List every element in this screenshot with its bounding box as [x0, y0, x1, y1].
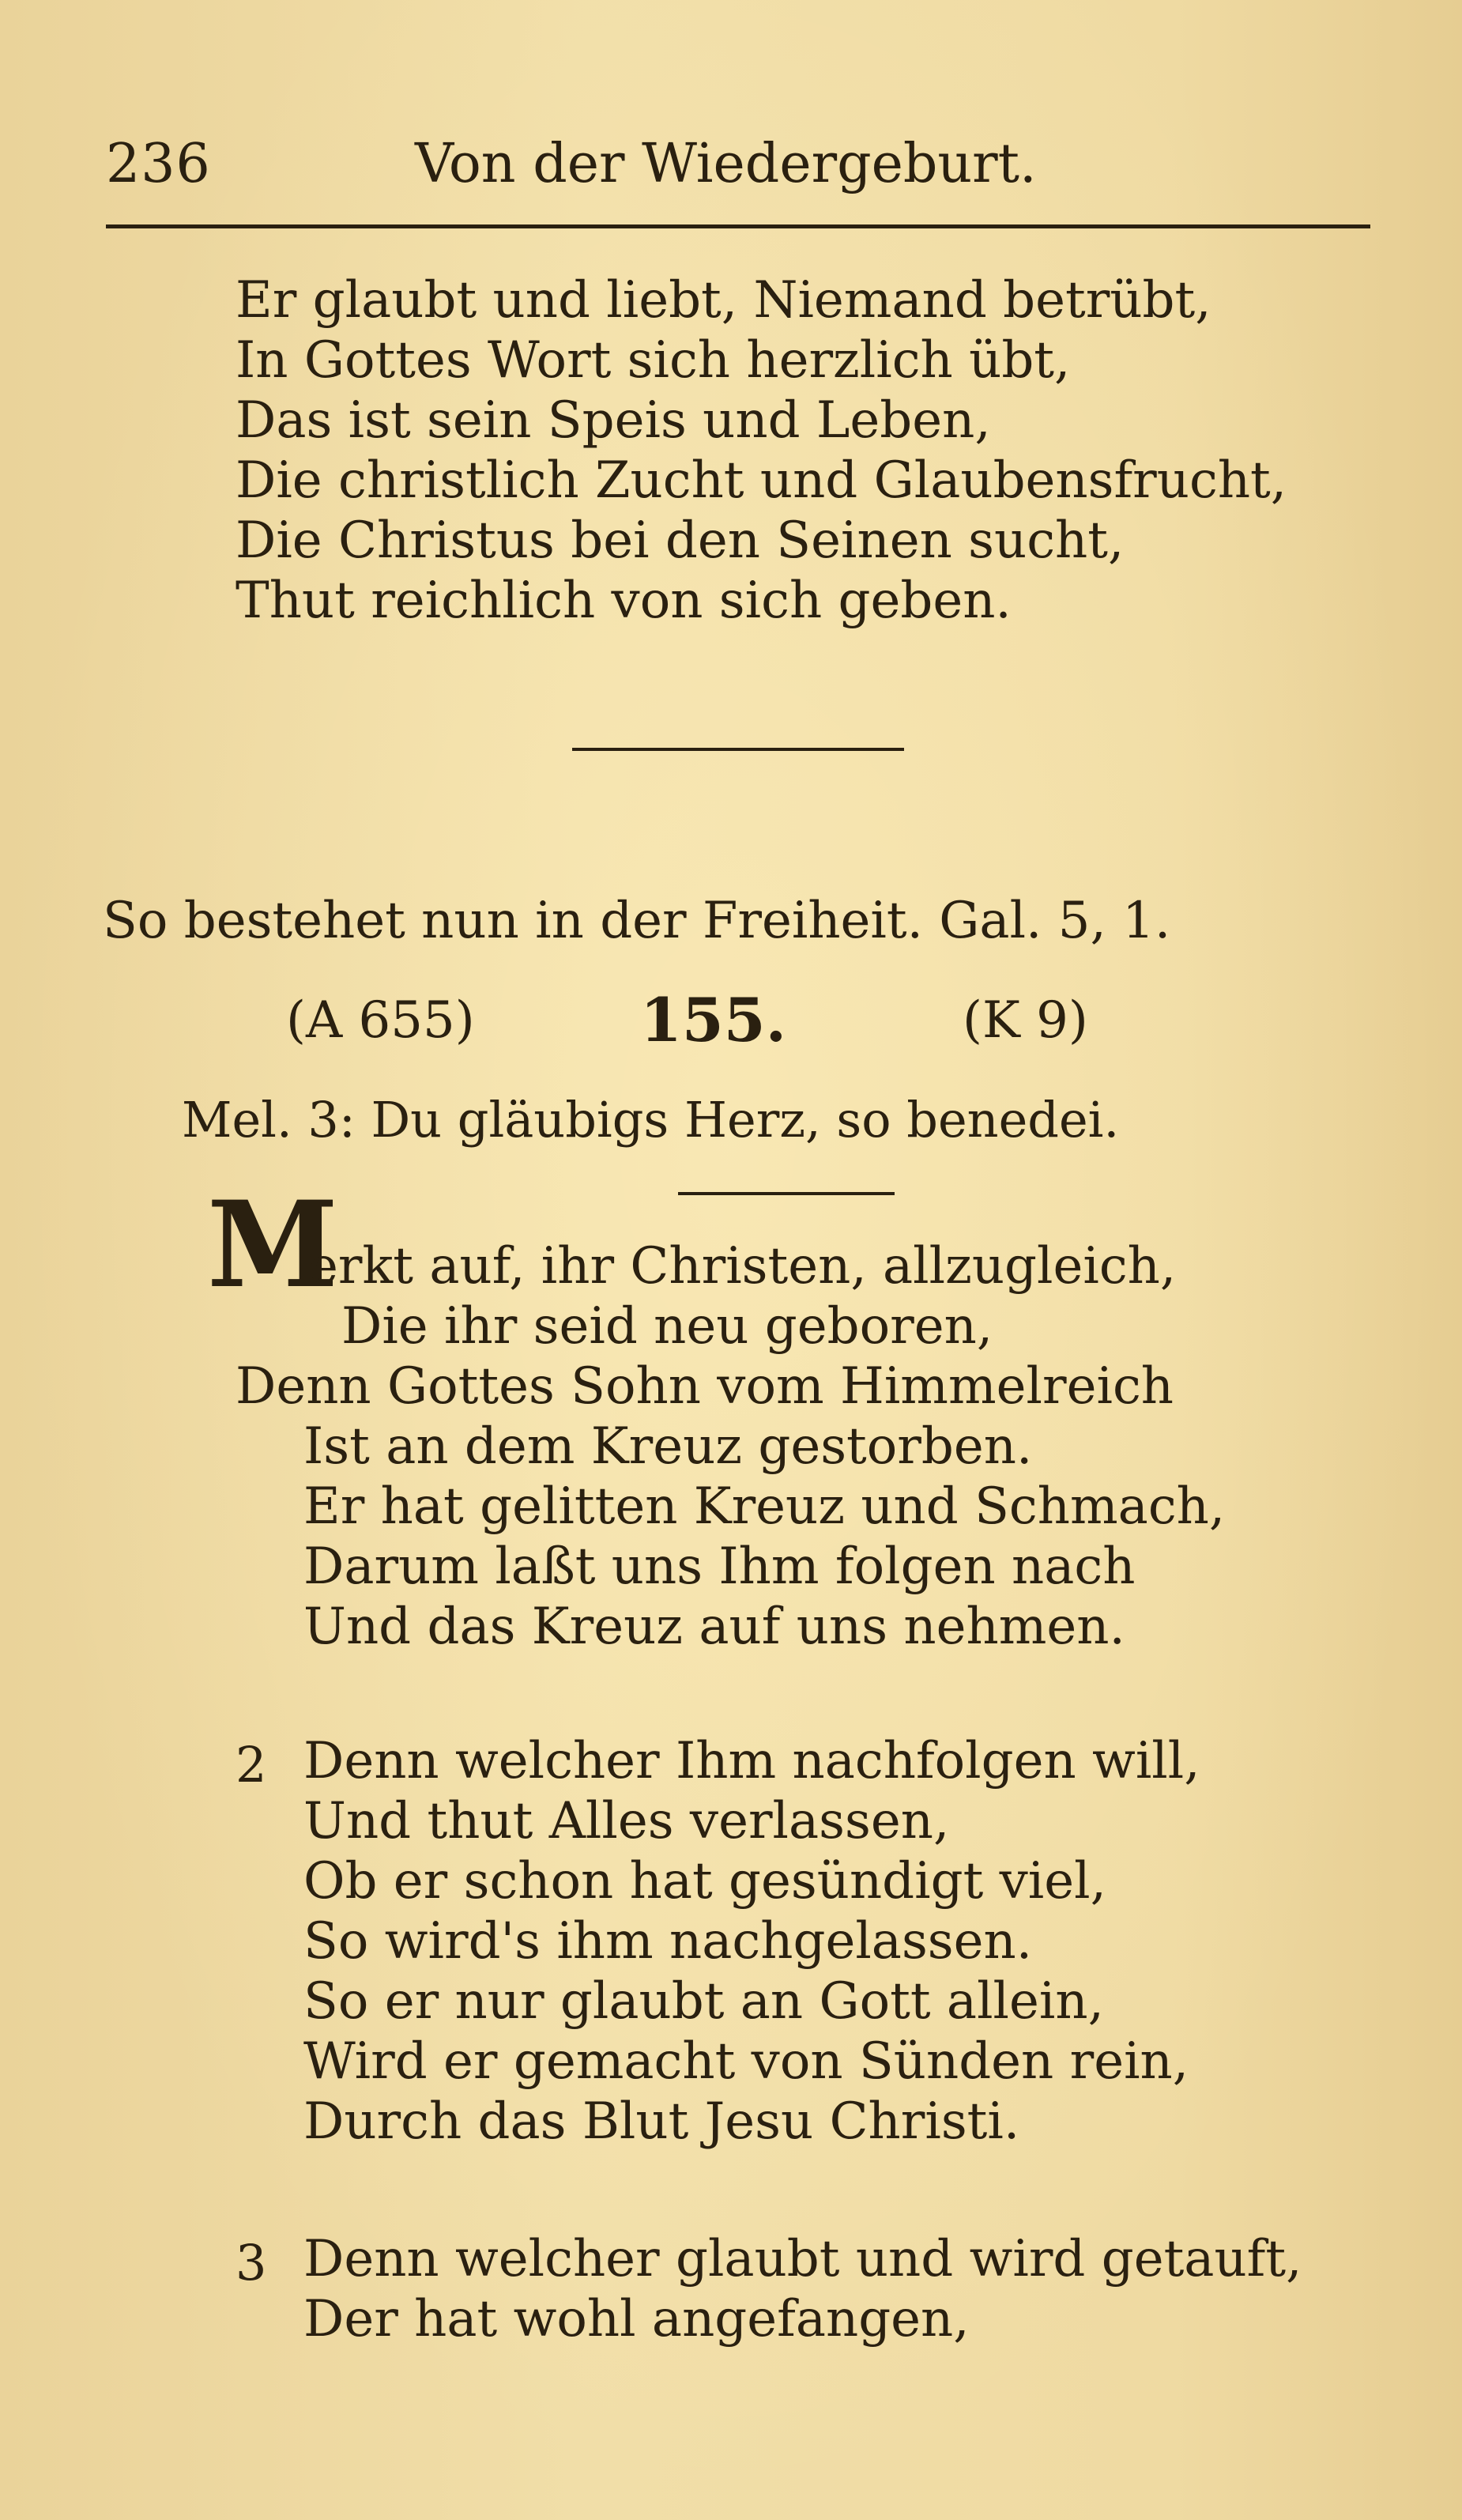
verse-line: Er hat gelitten Kreuz und Schmach, — [303, 1477, 1226, 1536]
verse-line: Denn Gottes Sohn vom Himmelreich — [236, 1357, 1174, 1416]
hymn-ref-left: (A 655) — [286, 991, 475, 1050]
verse-line: Thut reichlich von sich geben. — [236, 572, 1012, 630]
verse-line: In Gottes Wort sich herzlich übt, — [236, 331, 1071, 390]
verse-line: Das ist sein Speis und Leben, — [236, 391, 991, 450]
hymn-number: 155. — [640, 985, 787, 1055]
stanza-number: 3 — [236, 2234, 267, 2292]
melody-line: Mel. 3: Du gläubigs Herz, so benedei. — [182, 1091, 1120, 1149]
hymn-divider — [678, 1192, 895, 1195]
verse-line: Die ihr seid neu geboren, — [341, 1297, 993, 1356]
header-divider — [106, 224, 1370, 228]
stanza-number: 2 — [236, 1736, 267, 1794]
page-number: 236 — [106, 133, 211, 195]
hymn-ref-right: (K 9) — [963, 991, 1088, 1050]
verse-line: Denn welcher Ihm nachfolgen will, — [303, 1732, 1200, 1790]
verse-line: So wird's ihm nachgelassen. — [303, 1912, 1033, 1971]
verse-line: Und das Kreuz auf uns nehmen. — [303, 1598, 1125, 1656]
verse-line: Der hat wohl angefangen, — [303, 2290, 970, 2348]
verse-line: Ist an dem Kreuz gestorben. — [303, 1417, 1033, 1476]
verse-line: Die Christus bei den Seinen sucht, — [236, 511, 1125, 570]
running-title: Von der Wiedergeburt. — [415, 133, 1037, 195]
verse-line: erkt auf, ihr Christen, allzugleich, — [308, 1237, 1177, 1296]
verse-line: Durch das Blut Jesu Christi. — [303, 2092, 1020, 2151]
verse-line: Denn welcher glaubt und wird getauft, — [303, 2230, 1302, 2288]
verse-line: Ob er schon hat gesündigt viel, — [303, 1852, 1106, 1911]
verse-line: Er glaubt und liebt, Niemand betrübt, — [236, 271, 1211, 330]
verse-line: So er nur glaubt an Gott allein, — [303, 1972, 1104, 2031]
scripture-reference: So bestehet nun in der Freiheit. Gal. 5, 1. — [103, 892, 1171, 950]
verse-line: Die christlich Zucht und Glaubensfrucht, — [236, 451, 1287, 510]
drop-cap: M — [207, 1175, 339, 1315]
verse-line: Darum laßt uns Ihm folgen nach — [303, 1537, 1136, 1596]
verse-line: Und thut Alles verlassen, — [303, 1792, 950, 1850]
verse-line: Wird er gemacht von Sünden rein, — [303, 2032, 1189, 2091]
section-divider — [572, 748, 904, 751]
